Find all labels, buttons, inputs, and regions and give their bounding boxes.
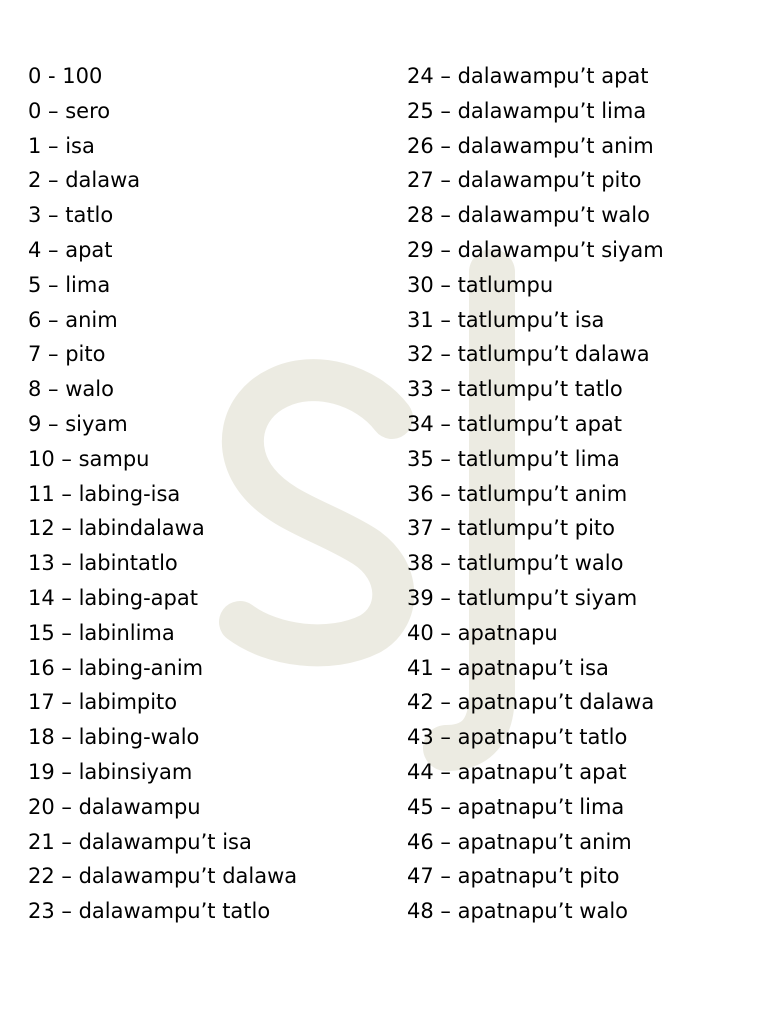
number-word-entry: 21 – dalawampu’t isa bbox=[28, 829, 252, 854]
number-word-entry: 13 – labintatlo bbox=[28, 551, 178, 576]
number-word-entry: 27 – dalawampu’t pito bbox=[407, 168, 642, 193]
number-word-entry: 45 – apatnapu’t lima bbox=[407, 794, 625, 819]
number-word-entry: 42 – apatnapu’t dalawa bbox=[407, 690, 655, 715]
number-word-entry: 38 – tatlumpu’t walo bbox=[407, 551, 624, 576]
number-word-entry: 12 – labindalawa bbox=[28, 516, 205, 541]
number-word-entry: 11 – labing-isa bbox=[28, 481, 181, 506]
number-word-entry: 32 – tatlumpu’t dalawa bbox=[407, 342, 650, 367]
number-word-entry: 5 – lima bbox=[28, 272, 111, 297]
left-column-list bbox=[28, 59, 297, 929]
number-word-entry: 0 - 100 bbox=[28, 64, 103, 88]
number-word-entry: 10 – sampu bbox=[28, 446, 150, 471]
number-word-entry: 22 – dalawampu’t dalawa bbox=[28, 864, 298, 889]
number-word-entry: 39 – tatlumpu’t siyam bbox=[407, 585, 638, 610]
number-word-entry: 6 – anim bbox=[28, 307, 118, 332]
number-word-entry: 40 – apatnapu bbox=[407, 620, 558, 645]
number-word-entry: 29 – dalawampu’t siyam bbox=[407, 237, 664, 262]
number-word-entry: 24 – dalawampu’t apat bbox=[407, 64, 649, 88]
number-word-entry: 48 – apatnapu’t walo bbox=[407, 899, 629, 924]
number-word-entry: 36 – tatlumpu’t anim bbox=[407, 481, 628, 506]
number-word-entry: 8 – walo bbox=[28, 377, 114, 402]
number-word-entry: 26 – dalawampu’t anim bbox=[407, 133, 654, 158]
number-word-entry: 3 – tatlo bbox=[28, 203, 114, 228]
number-word-entry: 34 – tatlumpu’t apat bbox=[407, 411, 623, 436]
number-word-entry: 33 – tatlumpu’t tatlo bbox=[407, 377, 623, 402]
number-word-entry: 19 – labinsiyam bbox=[28, 759, 193, 784]
right-column-list bbox=[407, 59, 664, 929]
number-word-entry: 43 – apatnapu’t tatlo bbox=[407, 725, 628, 750]
number-word-entry: 30 – tatlumpu bbox=[407, 272, 554, 297]
number-word-entry: 23 – dalawampu’t tatlo bbox=[28, 899, 271, 924]
number-word-entry: 15 – labinlima bbox=[28, 620, 175, 645]
number-word-entry: 28 – dalawampu’t walo bbox=[407, 203, 650, 228]
number-word-entry: 46 – apatnapu’t anim bbox=[407, 829, 632, 854]
number-word-entry: 2 – dalawa bbox=[28, 168, 141, 193]
number-word-entry: 18 – labing-walo bbox=[28, 725, 200, 750]
number-word-entry: 1 – isa bbox=[28, 133, 95, 158]
number-word-entry: 31 – tatlumpu’t isa bbox=[407, 307, 605, 332]
number-word-entry: 25 – dalawampu’t lima bbox=[407, 98, 647, 123]
number-word-entry: 17 – labimpito bbox=[28, 690, 178, 715]
number-word-entry: 37 – tatlumpu’t pito bbox=[407, 516, 615, 541]
number-word-entry: 47 – apatnapu’t pito bbox=[407, 864, 620, 889]
number-word-entry: 44 – apatnapu’t apat bbox=[407, 759, 627, 784]
number-word-entry: 41 – apatnapu’t isa bbox=[407, 655, 609, 680]
number-word-entry: 14 – labing-apat bbox=[28, 585, 198, 610]
number-word-entry: 16 – labing-anim bbox=[28, 655, 204, 680]
number-word-entry: 0 – sero bbox=[28, 98, 111, 123]
number-word-entry: 20 – dalawampu bbox=[28, 794, 201, 819]
number-word-entry: 4 – apat bbox=[28, 237, 113, 262]
number-word-entry: 7 – pito bbox=[28, 342, 106, 367]
number-word-entry: 35 – tatlumpu’t lima bbox=[407, 446, 620, 471]
number-word-entry: 9 – siyam bbox=[28, 411, 128, 436]
